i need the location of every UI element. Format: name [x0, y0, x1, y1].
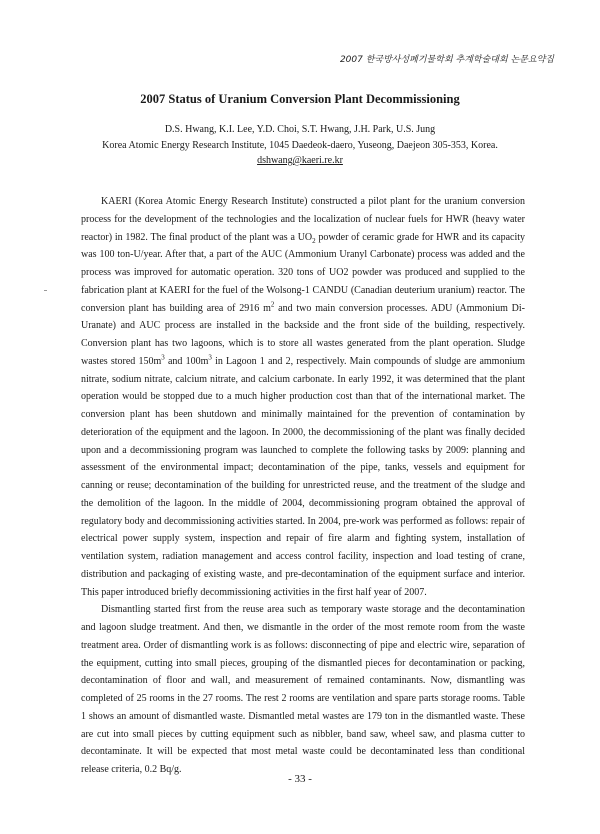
paragraph-1: KAERI (Korea Atomic Energy Research Institute) constructed a pilot plant for the uranium conversion process for the development of the technologies and the localization of nuclear fuels for HWR (heavy water reactor) in 1982. The final product of the plant was a $UO_2$ powder of ceramic grade for HWR and its capacity was 100 ton-U/year. After that, a part of the AUC (Ammonium Uranyl Carbonate) process was added and the process was improved for automatic operation. 320 tons of UO2 powder was produced and supplied to the fabrication plant at KAERI for the fuel of the Wolsong-1 CANDU (Canadian deuterium uranium) reactor. The conversion plant has building area of 2916 $m^2$ and two main conversion processes. ADU (Ammonium Di-Uranate) and AUC process are installed in the backside and the front side of the building, respectively. Conversion plant has two lagoons, which is to store all wastes generated from the plant operation. Sludge wastes stored $150m^3$ and $100m^3$ in Lagoon 1 and 2, respectively. Main compounds of sludge are ammonium nitrate, sodium nitrate, calcium nitrate, and calcium carbonate. In early 1992, it was determined that the plant operation would be stopped due to a much higher production cost than that of the international market. The conversion plant has been shutdown and minimally maintained for the prevention of contamination by deterioration of the equipment and the lagoon. In 2000, the decommissioning of the plant was finally decided upon and a decommissioning program was launched to complete the following tasks by 2009: planning and assessment of the environmental impact; decontamination of the pipe, tanks, vessels and equipment for canning or reuse; decontamination of the building for unrestricted reuse, and the treatment of the sludge and the demolition of the lagoon. In the middle of 2004, decommissioning program obtained the approval of regulatory body and decommissioning activities started. In 2004, pre-work was performed as follows: repair of electrical power supply system, inspection and repair of fire alarm and fighting system, installation of ventilation system, radiation management and access control facility, inspection and load testing of crane, distribution and packaging of existing waste, and pre-decontamination of the equipment surface and interior. This paper introduced briefly decommissioning activities in the first half year of 2007.	[81, 196, 525, 598]
email-line	[0, 155, 600, 166]
paper-title: 2007 Status of Uranium Conversion Plant Decommissioning	[140, 92, 460, 106]
page-number: - 33 -	[288, 773, 312, 785]
email-link[interactable]: dshwang@kaeri.re.kr	[257, 155, 343, 166]
running-header: 2007 한국방사성폐기물학회 추계학술대회 논문요약집	[339, 55, 554, 65]
affiliation: Korea Atomic Energy Research Institute, 1045 Daedeok-daero, Yuseong, Daejeon 305-353, Korea.	[102, 140, 498, 151]
author-list: D.S. Hwang, K.I. Lee, Y.D. Choi, S.T. Hwang, J.H. Park, U.S. Jung	[164, 124, 436, 135]
margin-mark	[44, 290, 47, 291]
paragraph-2: Dismantling started first from the reuse area such as temporary waste storage and the decontamination and lagoon sludge treatment. And then, we dismantle in the order of the most remote room from the waste treatment area. Order of dismantling work is as follows: disconnecting of pipe and electric wire, separation of the equipment, cutting into small pieces, grouping of the dismantled pieces for decontamination or packing, decontamination of floor and wall, and measurement of remained contaminants. Now, dismantling was completed of 25 rooms in the 27 rooms. The rest 2 rooms are ventilation and spare parts storage rooms. Table 1 shows an amount of dismantled waste. Dismantled metal wastes are 179 ton in the dismantled waste. These are cut into small pieces by cutting equipment such as nibbler, band saw, wheel saw, and plasma cutter to decontaminate. It will be expected that most metal waste could be decontaminated less than conditional release criteria, 0.2 Bq/g.	[81, 604, 525, 775]
abstract-body	[81, 193, 525, 779]
